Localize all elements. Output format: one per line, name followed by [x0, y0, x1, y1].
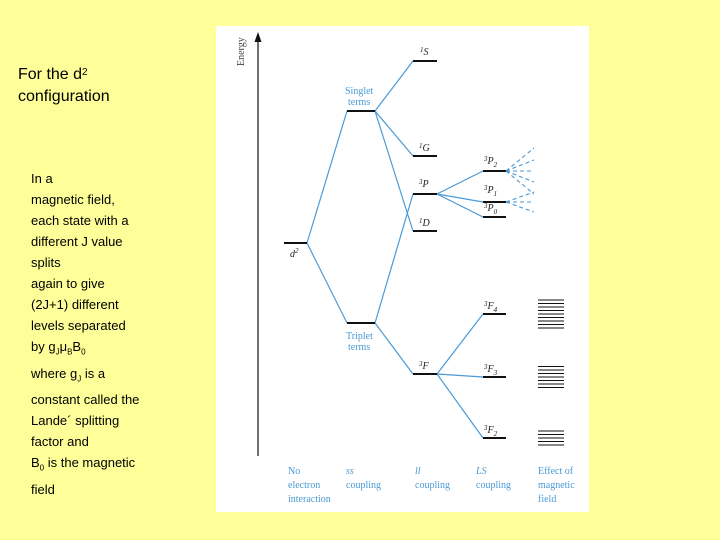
- energy-levels: [284, 61, 506, 438]
- connector-3F-3F3: [437, 374, 483, 377]
- connector-d2-singlet: [307, 111, 347, 243]
- column-label-LS: LS: [476, 466, 487, 477]
- energy-level-diagram: [216, 26, 589, 512]
- connector-singlet-1S: [375, 61, 413, 111]
- text-fragment: B: [31, 455, 40, 471]
- zeeman-3P2: [506, 171, 534, 194]
- subscript: B: [67, 347, 73, 357]
- zeeman-lines: [506, 148, 534, 212]
- level-label-3F2: $^3F_2$: [484, 424, 498, 438]
- level-label-3P2: $^3P_2$: [484, 155, 498, 169]
- zeeman-3P2: [506, 160, 534, 171]
- text-fragment: is a: [81, 365, 106, 381]
- level-label-3P1: $^3P_1$: [484, 184, 498, 198]
- column-label-magnetic-2: magnetic: [538, 480, 575, 491]
- triplet-label-line2: terms: [348, 342, 371, 353]
- title-text-line2: configuration: [18, 88, 110, 105]
- text-line: magnetic field,: [31, 192, 115, 207]
- level-label-3P0: $^3P_0$: [484, 202, 498, 216]
- text-line: In a: [31, 171, 53, 186]
- text-line: constant called the: [31, 392, 140, 408]
- column-label-no-interaction: No: [288, 466, 301, 477]
- text-line: each state with a: [31, 213, 129, 228]
- zeeman-3P1: [506, 192, 534, 202]
- diagram-svg: [216, 26, 589, 512]
- text-fragment: is the magnetic: [44, 455, 136, 471]
- text-fragment: where g: [31, 365, 78, 381]
- configuration-label: $d^2$: [290, 247, 299, 260]
- zeeman-3P1: [506, 202, 534, 212]
- column-label-magnetic-3: field: [538, 494, 557, 505]
- zeeman-3P2: [506, 148, 534, 171]
- text-fragment: B: [72, 339, 82, 354]
- explanation-text: [31, 168, 161, 500]
- text-line: levels separated: [31, 318, 126, 333]
- axis-arrow-icon: [255, 32, 262, 42]
- connector-triplet-3P: [375, 194, 413, 323]
- zeeman-sublevels: [538, 300, 564, 445]
- text-line: factor and: [31, 434, 89, 450]
- column-label-ll-2: coupling: [415, 480, 450, 491]
- column-label-LS-2: coupling: [476, 480, 511, 491]
- connector-3F-3F4: [437, 314, 483, 374]
- singlet-label-line2: terms: [348, 97, 371, 108]
- term-3P: $^3$P: [419, 178, 429, 190]
- text-line: again to give: [31, 276, 105, 291]
- level-label-3F4: $^3F_4$: [484, 300, 498, 314]
- text-line: splits: [31, 255, 61, 270]
- connector-lines: [307, 61, 483, 438]
- term-1S: $^1$S: [420, 46, 429, 58]
- column-label-ss-2: coupling: [346, 480, 381, 491]
- text-line: different J value: [31, 234, 123, 249]
- column-label-ss: ss: [346, 466, 354, 477]
- title-text: For the d: [18, 66, 83, 83]
- text-fragment: by g: [31, 339, 56, 354]
- text-line: Lande´ splitting: [31, 413, 120, 429]
- connector-3P-3P2: [437, 171, 483, 194]
- text-line: [31, 452, 161, 479]
- energy-axis-label: Energy: [236, 37, 247, 66]
- connector-3F-3F2: [437, 374, 483, 438]
- term-1D: $^1$D: [419, 217, 430, 229]
- singlet-label: Singlet: [345, 86, 374, 97]
- connector-d2-triplet: [307, 243, 347, 323]
- subscript: 0: [39, 463, 45, 473]
- subscript: 0: [81, 347, 86, 357]
- text-line: [31, 363, 161, 390]
- subscript: J: [55, 347, 60, 357]
- title-superscript: 2: [82, 67, 88, 78]
- text-line: (2J+1) different: [31, 297, 119, 312]
- term-1G: $^1$G: [419, 142, 430, 154]
- subscript: J: [77, 374, 82, 384]
- term-3F: $^3$F: [419, 360, 429, 372]
- column-label-ll: ll: [415, 466, 421, 477]
- level-label-3F3: $^3F_3$: [484, 363, 498, 377]
- text-fragment: μ: [59, 339, 68, 354]
- column-label-magnetic: Effect of: [538, 466, 574, 477]
- connector-singlet-1G: [375, 111, 413, 156]
- text-line: [31, 336, 161, 363]
- zeeman-3P2: [506, 171, 534, 182]
- text-line: field: [31, 481, 55, 497]
- connector-triplet-3F: [375, 323, 413, 374]
- column-label-no-interaction-3: interaction: [288, 494, 331, 505]
- slide-title: [18, 64, 198, 108]
- column-label-no-interaction-2: electron: [288, 480, 321, 491]
- triplet-label: Triplet: [346, 331, 373, 342]
